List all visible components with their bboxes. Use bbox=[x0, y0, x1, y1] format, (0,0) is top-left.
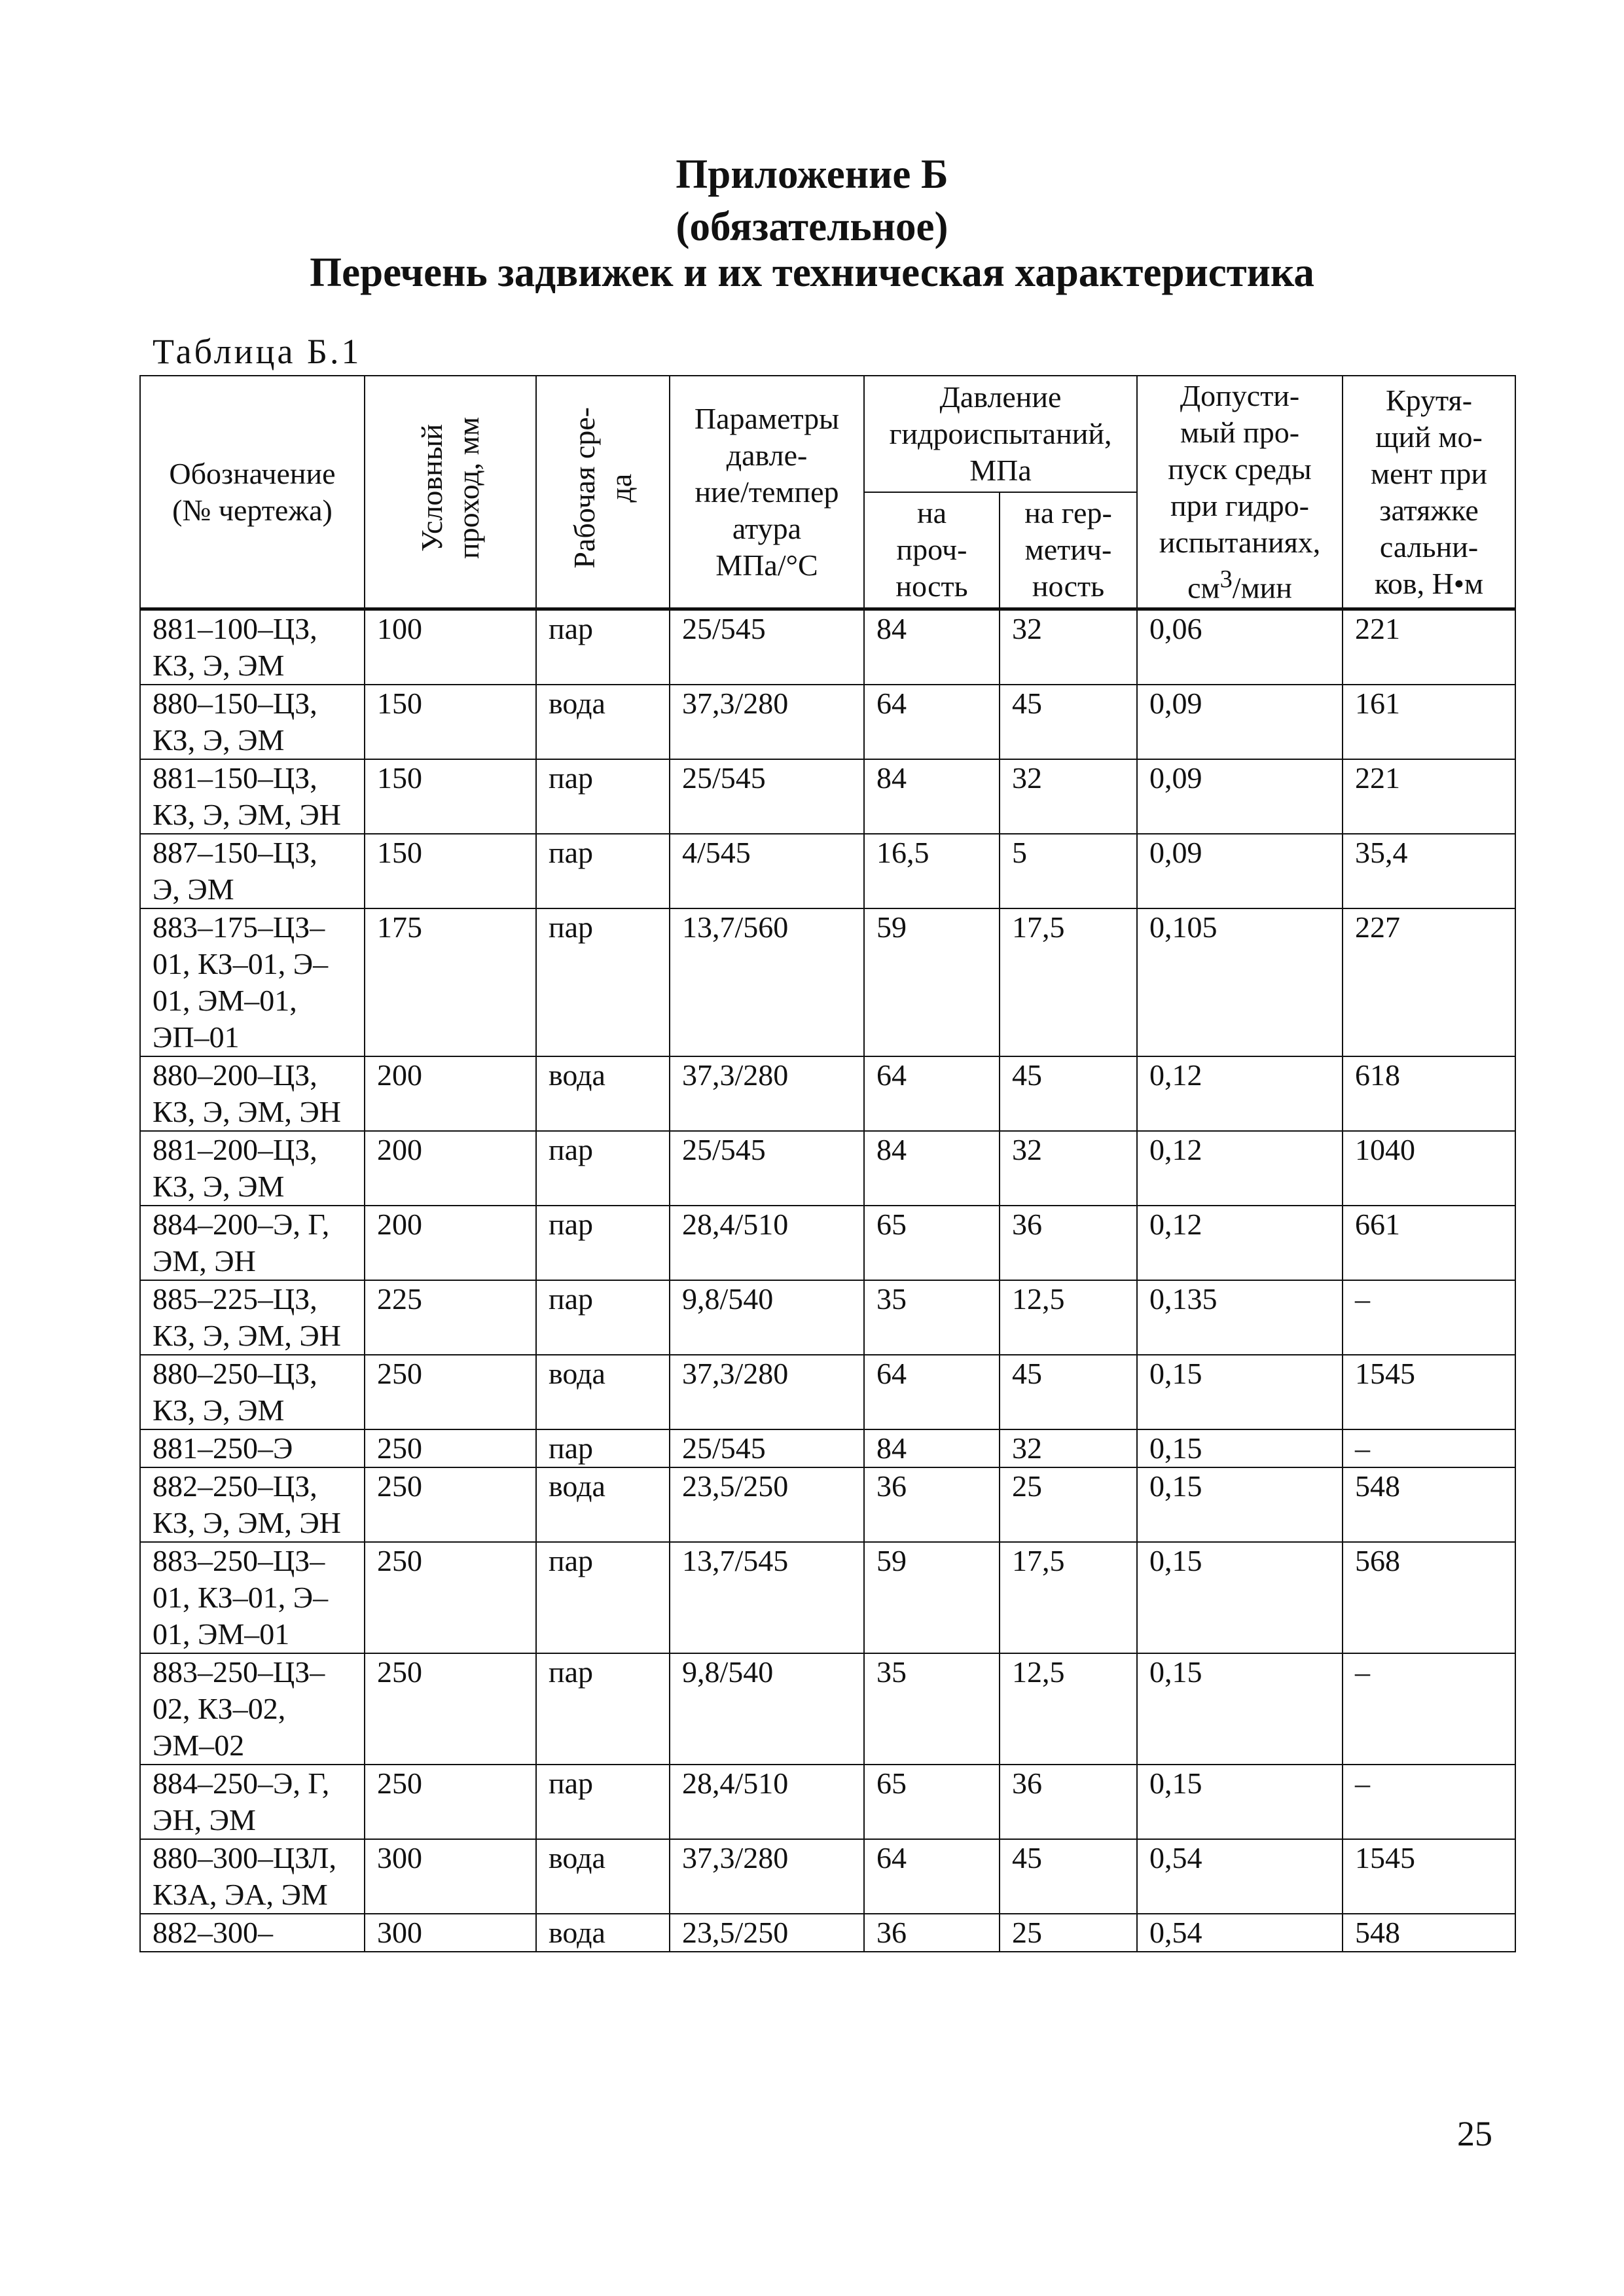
header-diameter: Условный проход, мм bbox=[365, 376, 536, 609]
tightness-cell: 25 bbox=[1000, 1467, 1137, 1542]
diameter-cell: 150 bbox=[365, 685, 536, 759]
torque-cell: 35,4 bbox=[1343, 834, 1515, 908]
torque-cell: – bbox=[1343, 1653, 1515, 1765]
header-parameters: Параметры давле- ние/темпер атура МПа/°С bbox=[670, 376, 864, 609]
table-header bbox=[140, 376, 1515, 609]
medium-cell: пар bbox=[536, 908, 670, 1056]
tightness-cell: 32 bbox=[1000, 609, 1137, 685]
medium-cell: вода bbox=[536, 1914, 670, 1952]
designation-cell: 883–250–ЦЗ–01, КЗ–01, Э–01, ЭМ–01 bbox=[140, 1542, 365, 1653]
medium-cell: вода bbox=[536, 1056, 670, 1131]
appendix-status: (обязательное) bbox=[676, 204, 948, 249]
parameters-cell: 23,5/250 bbox=[670, 1914, 864, 1952]
diameter-cell: 250 bbox=[365, 1467, 536, 1542]
designation-cell: 881–150–ЦЗ, КЗ, Э, ЭМ, ЭН bbox=[140, 759, 365, 834]
medium-cell: пар bbox=[536, 1653, 670, 1765]
table-row bbox=[140, 1653, 1515, 1765]
table-row bbox=[140, 1542, 1515, 1653]
medium-cell: пар bbox=[536, 834, 670, 908]
medium-cell: пар bbox=[536, 1542, 670, 1653]
designation-cell: 881–250–Э bbox=[140, 1429, 365, 1467]
strength-cell: 84 bbox=[864, 1429, 1000, 1467]
header-designation: Обозначение (№ чертежа) bbox=[140, 376, 365, 609]
torque-cell: 161 bbox=[1343, 685, 1515, 759]
leakage-cell: 0,15 bbox=[1137, 1542, 1343, 1653]
valves-table bbox=[139, 375, 1516, 1952]
tightness-cell: 32 bbox=[1000, 1131, 1137, 1206]
table-row bbox=[140, 1056, 1515, 1131]
parameters-cell: 23,5/250 bbox=[670, 1467, 864, 1542]
diameter-cell: 200 bbox=[365, 1056, 536, 1131]
designation-cell: 881–100–ЦЗ, КЗ, Э, ЭМ bbox=[140, 609, 365, 685]
designation-cell: 882–300– bbox=[140, 1914, 365, 1952]
parameters-cell: 37,3/280 bbox=[670, 685, 864, 759]
tightness-cell: 45 bbox=[1000, 1839, 1137, 1914]
strength-cell: 84 bbox=[864, 1131, 1000, 1206]
diameter-cell: 250 bbox=[365, 1653, 536, 1765]
diameter-cell: 100 bbox=[365, 609, 536, 685]
parameters-cell: 13,7/545 bbox=[670, 1542, 864, 1653]
table-row bbox=[140, 1206, 1515, 1280]
torque-cell: – bbox=[1343, 1765, 1515, 1839]
tightness-cell: 5 bbox=[1000, 834, 1137, 908]
tightness-cell: 25 bbox=[1000, 1914, 1137, 1952]
torque-cell: 1545 bbox=[1343, 1839, 1515, 1914]
medium-cell: пар bbox=[536, 609, 670, 685]
medium-cell: вода bbox=[536, 685, 670, 759]
torque-cell: 618 bbox=[1343, 1056, 1515, 1131]
strength-cell: 36 bbox=[864, 1914, 1000, 1952]
tightness-cell: 12,5 bbox=[1000, 1653, 1137, 1765]
parameters-cell: 25/545 bbox=[670, 1131, 864, 1206]
strength-cell: 35 bbox=[864, 1280, 1000, 1355]
medium-cell: вода bbox=[536, 1839, 670, 1914]
medium-cell: пар bbox=[536, 1765, 670, 1839]
designation-cell: 883–250–ЦЗ–02, КЗ–02, ЭМ–02 bbox=[140, 1653, 365, 1765]
parameters-cell: 28,4/510 bbox=[670, 1765, 864, 1839]
tightness-cell: 12,5 bbox=[1000, 1280, 1137, 1355]
parameters-cell: 25/545 bbox=[670, 609, 864, 685]
appendix-subtitle: Перечень задвижек и их техническая характеристика bbox=[310, 249, 1314, 295]
leakage-cell: 0,12 bbox=[1137, 1131, 1343, 1206]
parameters-cell: 37,3/280 bbox=[670, 1839, 864, 1914]
medium-cell: пар bbox=[536, 1429, 670, 1467]
strength-cell: 64 bbox=[864, 1056, 1000, 1131]
leakage-cell: 0,15 bbox=[1137, 1467, 1343, 1542]
torque-cell: – bbox=[1343, 1280, 1515, 1355]
designation-cell: 883–175–ЦЗ–01, КЗ–01, Э–01, ЭМ–01, ЭП–01 bbox=[140, 908, 365, 1056]
designation-cell: 887–150–ЦЗ, Э, ЭМ bbox=[140, 834, 365, 908]
header-torque: Крутя- щий мо- мент при затяжке сальни- ков, Н•м bbox=[1343, 376, 1515, 609]
medium-cell: пар bbox=[536, 1131, 670, 1206]
parameters-cell: 37,3/280 bbox=[670, 1355, 864, 1429]
tightness-cell: 17,5 bbox=[1000, 908, 1137, 1056]
parameters-cell: 37,3/280 bbox=[670, 1056, 864, 1131]
page-number: 25 bbox=[1457, 2114, 1492, 2153]
torque-cell: 661 bbox=[1343, 1206, 1515, 1280]
tightness-cell: 32 bbox=[1000, 1429, 1137, 1467]
diameter-cell: 250 bbox=[365, 1542, 536, 1653]
parameters-cell: 9,8/540 bbox=[670, 1653, 864, 1765]
strength-cell: 59 bbox=[864, 908, 1000, 1056]
table-row bbox=[140, 1131, 1515, 1206]
torque-cell: 227 bbox=[1343, 908, 1515, 1056]
leakage-cell: 0,15 bbox=[1137, 1765, 1343, 1839]
designation-cell: 880–150–ЦЗ, КЗ, Э, ЭМ bbox=[140, 685, 365, 759]
parameters-cell: 25/545 bbox=[670, 1429, 864, 1467]
designation-cell: 884–200–Э, Г, ЭМ, ЭН bbox=[140, 1206, 365, 1280]
designation-cell: 882–250–ЦЗ, КЗ, Э, ЭМ, ЭН bbox=[140, 1467, 365, 1542]
designation-cell: 884–250–Э, Г, ЭН, ЭМ bbox=[140, 1765, 365, 1839]
header-strength: на проч- ность bbox=[864, 492, 1000, 609]
torque-cell: 1545 bbox=[1343, 1355, 1515, 1429]
medium-cell: вода bbox=[536, 1355, 670, 1429]
medium-cell: пар bbox=[536, 759, 670, 834]
leakage-cell: 0,06 bbox=[1137, 609, 1343, 685]
strength-cell: 35 bbox=[864, 1653, 1000, 1765]
diameter-cell: 250 bbox=[365, 1429, 536, 1467]
strength-cell: 59 bbox=[864, 1542, 1000, 1653]
parameters-cell: 25/545 bbox=[670, 759, 864, 834]
diameter-cell: 175 bbox=[365, 908, 536, 1056]
strength-cell: 65 bbox=[864, 1765, 1000, 1839]
tightness-cell: 36 bbox=[1000, 1765, 1137, 1839]
medium-cell: пар bbox=[536, 1280, 670, 1355]
strength-cell: 36 bbox=[864, 1467, 1000, 1542]
table-caption: Таблица Б.1 bbox=[153, 332, 362, 371]
strength-cell: 64 bbox=[864, 1839, 1000, 1914]
leakage-cell: 0,15 bbox=[1137, 1653, 1343, 1765]
header-pressure-group: Давление гидроиспытаний, МПа bbox=[864, 376, 1137, 492]
leakage-cell: 0,12 bbox=[1137, 1056, 1343, 1131]
torque-cell: 221 bbox=[1343, 759, 1515, 834]
medium-cell: вода bbox=[536, 1467, 670, 1542]
strength-cell: 65 bbox=[864, 1206, 1000, 1280]
table-row bbox=[140, 685, 1515, 759]
torque-cell: 568 bbox=[1343, 1542, 1515, 1653]
designation-cell: 881–200–ЦЗ, КЗ, Э, ЭМ bbox=[140, 1131, 365, 1206]
designation-cell: 880–250–ЦЗ, КЗ, Э, ЭМ bbox=[140, 1355, 365, 1429]
torque-cell: 221 bbox=[1343, 609, 1515, 685]
leakage-cell: 0,09 bbox=[1137, 685, 1343, 759]
leakage-cell: 0,105 bbox=[1137, 908, 1343, 1056]
table-row bbox=[140, 759, 1515, 834]
leakage-cell: 0,09 bbox=[1137, 834, 1343, 908]
table-row bbox=[140, 1914, 1515, 1952]
tightness-cell: 32 bbox=[1000, 759, 1137, 834]
strength-cell: 64 bbox=[864, 685, 1000, 759]
strength-cell: 16,5 bbox=[864, 834, 1000, 908]
leakage-cell: 0,09 bbox=[1137, 759, 1343, 834]
appendix-title: Приложение Б bbox=[676, 151, 948, 197]
table-row bbox=[140, 1280, 1515, 1355]
strength-cell: 84 bbox=[864, 609, 1000, 685]
diameter-cell: 250 bbox=[365, 1765, 536, 1839]
table-row bbox=[140, 908, 1515, 1056]
torque-cell: – bbox=[1343, 1429, 1515, 1467]
designation-cell: 880–300–ЦЗЛ, КЗА, ЭА, ЭМ bbox=[140, 1839, 365, 1914]
diameter-cell: 150 bbox=[365, 759, 536, 834]
tightness-cell: 45 bbox=[1000, 685, 1137, 759]
leakage-cell: 0,15 bbox=[1137, 1355, 1343, 1429]
table-row bbox=[140, 1765, 1515, 1839]
diameter-cell: 300 bbox=[365, 1839, 536, 1914]
tightness-cell: 45 bbox=[1000, 1056, 1137, 1131]
tightness-cell: 17,5 bbox=[1000, 1542, 1137, 1653]
leakage-cell: 0,54 bbox=[1137, 1839, 1343, 1914]
torque-cell: 548 bbox=[1343, 1467, 1515, 1542]
torque-cell: 548 bbox=[1343, 1914, 1515, 1952]
header-tightness: на гер- метич- ность bbox=[1000, 492, 1137, 609]
torque-cell: 1040 bbox=[1343, 1131, 1515, 1206]
strength-cell: 64 bbox=[864, 1355, 1000, 1429]
diameter-cell: 200 bbox=[365, 1206, 536, 1280]
parameters-cell: 13,7/560 bbox=[670, 908, 864, 1056]
medium-cell: пар bbox=[536, 1206, 670, 1280]
parameters-cell: 28,4/510 bbox=[670, 1206, 864, 1280]
diameter-cell: 300 bbox=[365, 1914, 536, 1952]
diameter-cell: 250 bbox=[365, 1355, 536, 1429]
designation-cell: 880–200–ЦЗ, КЗ, Э, ЭМ, ЭН bbox=[140, 1056, 365, 1131]
header-leakage: Допусти- мый про- пуск среды при гидро- испытаниях, $см^3$/мин bbox=[1137, 376, 1343, 609]
header-medium: Рабочая сре- да bbox=[536, 376, 670, 609]
table-row bbox=[140, 1839, 1515, 1914]
leakage-cell: 0,135 bbox=[1137, 1280, 1343, 1355]
leakage-cell: 0,12 bbox=[1137, 1206, 1343, 1280]
table-body bbox=[140, 609, 1515, 1952]
table-row bbox=[140, 609, 1515, 685]
diameter-cell: 225 bbox=[365, 1280, 536, 1355]
table-row bbox=[140, 834, 1515, 908]
leakage-cell: 0,15 bbox=[1137, 1429, 1343, 1467]
leakage-cell: 0,54 bbox=[1137, 1914, 1343, 1952]
parameters-cell: 4/545 bbox=[670, 834, 864, 908]
parameters-cell: 9,8/540 bbox=[670, 1280, 864, 1355]
tightness-cell: 36 bbox=[1000, 1206, 1137, 1280]
table-row bbox=[140, 1355, 1515, 1429]
strength-cell: 84 bbox=[864, 759, 1000, 834]
tightness-cell: 45 bbox=[1000, 1355, 1137, 1429]
table-row bbox=[140, 1467, 1515, 1542]
diameter-cell: 150 bbox=[365, 834, 536, 908]
designation-cell: 885–225–ЦЗ, КЗ, Э, ЭМ, ЭН bbox=[140, 1280, 365, 1355]
table-row bbox=[140, 1429, 1515, 1467]
diameter-cell: 200 bbox=[365, 1131, 536, 1206]
